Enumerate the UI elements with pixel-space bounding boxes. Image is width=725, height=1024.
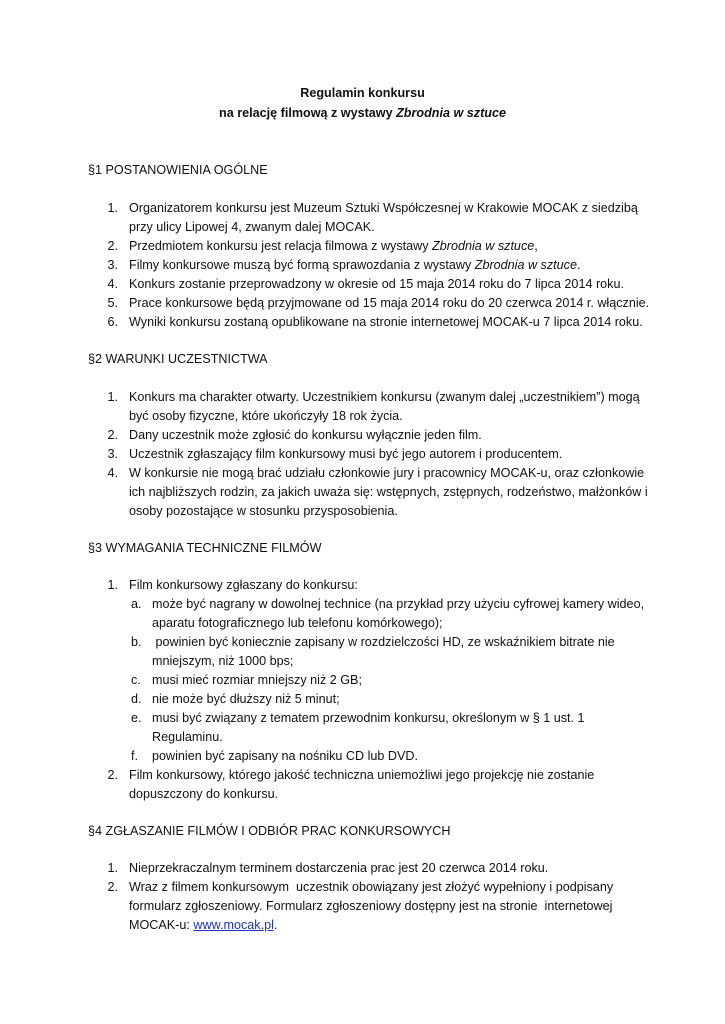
sublist-letter: e. xyxy=(131,711,142,725)
list-item-text: formularz zgłoszeniowy. Formularz zgłoszeniowy dostępny jest na stronie internetowej xyxy=(129,899,613,913)
sublist-item-text: mniejszym, niż 1000 bps; xyxy=(152,654,294,668)
list-number: 2. xyxy=(107,880,118,894)
list-item-text: osoby pozostające w stosunku przysposobienia. xyxy=(129,504,398,518)
list-item-text: przy ulicy Lipowej 4, zwanym dalej MOCAK. xyxy=(129,220,375,234)
list-number: 3. xyxy=(107,447,118,461)
list-item-text: Film konkursowy, którego jakość techniczna uniemożliwi jego projekcję nie zostanie xyxy=(129,768,595,782)
list-item-text: Uczestnik zgłaszający film konkursowy musi być jego autorem i producentem. xyxy=(129,447,563,461)
list-item-text: W konkursie nie mogą brać udziału członkowie jury i pracownicy MOCAK-u, oraz członkowie xyxy=(129,466,645,480)
list-number: 1. xyxy=(107,390,118,404)
list-item-text: Konkurs zostanie przeprowadzony w okresie od 15 maja 2014 roku do 7 lipca 2014 roku. xyxy=(129,277,624,291)
list-item-text: Wyniki konkursu zostaną opublikowane na stronie internetowej MOCAK-u 7 lipca 2014 roku. xyxy=(129,315,643,329)
sublist-item-text: aparatu fotograficznego lub telefonu komórkowego); xyxy=(152,616,443,630)
sublist-letter: a. xyxy=(131,597,142,611)
list-number: 1. xyxy=(107,578,118,592)
list-item-text: Wraz z filmem konkursowym uczestnik obowiązany jest złożyć wypełniony i podpisany xyxy=(129,880,614,894)
sublist-letter: f. xyxy=(131,749,138,763)
section-4-heading: §4 ZGŁASZANIE FILMÓW I ODBIÓR PRAC KONKURSOWYCH xyxy=(88,824,451,838)
section-3-heading: §3 WYMAGANIA TECHNICZNE FILMÓW xyxy=(88,541,322,555)
document-title: Regulamin konkursu xyxy=(300,86,425,100)
list-number: 2. xyxy=(107,768,118,782)
list-item-text: Konkurs ma charakter otwarty. Uczestnikiem konkursu (zwanym dalej „uczestnikiem”) mogą xyxy=(129,390,640,404)
list-item-text: Filmy konkursowe muszą być formą sprawozdania z wystawy Zbrodnia w sztuce. xyxy=(129,258,581,272)
sublist-item-text: powinien być zapisany na nośniku CD lub DVD. xyxy=(152,749,419,763)
sublist-item-text: może być nagrany w dowolnej technice (na przykład przy użyciu cyfrowej kamery wideo, xyxy=(152,597,645,611)
list-item-text: Prace konkursowe będą przyjmowane od 15 maja 2014 roku do 20 czerwca 2014 r. włącznie. xyxy=(129,296,650,310)
list-item-text: Dany uczestnik może zgłosić do konkursu wyłącznie jeden film. xyxy=(129,428,482,442)
document-subtitle: na relację filmową z wystawy Zbrodnia w sztuce xyxy=(219,106,506,120)
sublist-item-text: musi mieć rozmiar mniejszy niż 2 GB; xyxy=(152,673,362,687)
list-item-text: Organizatorem konkursu jest Muzeum Sztuki Współczesnej w Krakowie MOCAK z siedzibą xyxy=(129,201,638,215)
sublist-item-text: nie może być dłuższy niż 5 minut; xyxy=(152,692,340,706)
sublist-letter: d. xyxy=(131,692,142,706)
list-number: 3. xyxy=(107,258,118,272)
list-number: 2. xyxy=(107,239,118,253)
sublist-item-text: powinien być koniecznie zapisany w rozdzielczości HD, ze wskaźnikiem bitrate nie xyxy=(152,635,615,649)
list-item-text: Nieprzekraczalnym terminem dostarczenia prac jest 20 czerwca 2014 roku. xyxy=(129,861,549,875)
list-number: 4. xyxy=(107,277,118,291)
list-number: 5. xyxy=(107,296,118,310)
list-number: 1. xyxy=(107,861,118,875)
list-number: 1. xyxy=(107,201,118,215)
sublist-letter: b. xyxy=(131,635,142,649)
list-number: 4. xyxy=(107,466,118,480)
list-item-text: ich najbliższych rodzin, za jakich uważa się: wstępnych, zstępnych, rodzeństwo, małżonków i xyxy=(129,485,648,499)
list-item-text: Film konkursowy zgłaszany do konkursu: xyxy=(129,578,358,592)
section-2-heading: §2 WARUNKI UCZESTNICTWA xyxy=(88,352,268,366)
list-number: 6. xyxy=(107,315,118,329)
list-item-text: być osoby fizyczne, które ukończyły 18 rok życia. xyxy=(129,409,403,423)
list-item-text: MOCAK-u: www.mocak.pl. xyxy=(129,918,278,932)
sublist-item-text: musi być związany z tematem przewodnim konkursu, określonym w § 1 ust. 1 xyxy=(152,711,585,725)
list-number: 2. xyxy=(107,428,118,442)
sublist-item-text: Regulaminu. xyxy=(152,730,223,744)
section-1-heading: §1 POSTANOWIENIA OGÓLNE xyxy=(88,163,268,177)
sublist-letter: c. xyxy=(131,673,141,687)
list-item-text: Przedmiotem konkursu jest relacja filmowa z wystawy Zbrodnia w sztuce, xyxy=(129,239,538,253)
list-item-text: dopuszczony do konkursu. xyxy=(129,787,279,801)
mocak-website-link[interactable]: www.mocak.pl xyxy=(193,918,274,932)
